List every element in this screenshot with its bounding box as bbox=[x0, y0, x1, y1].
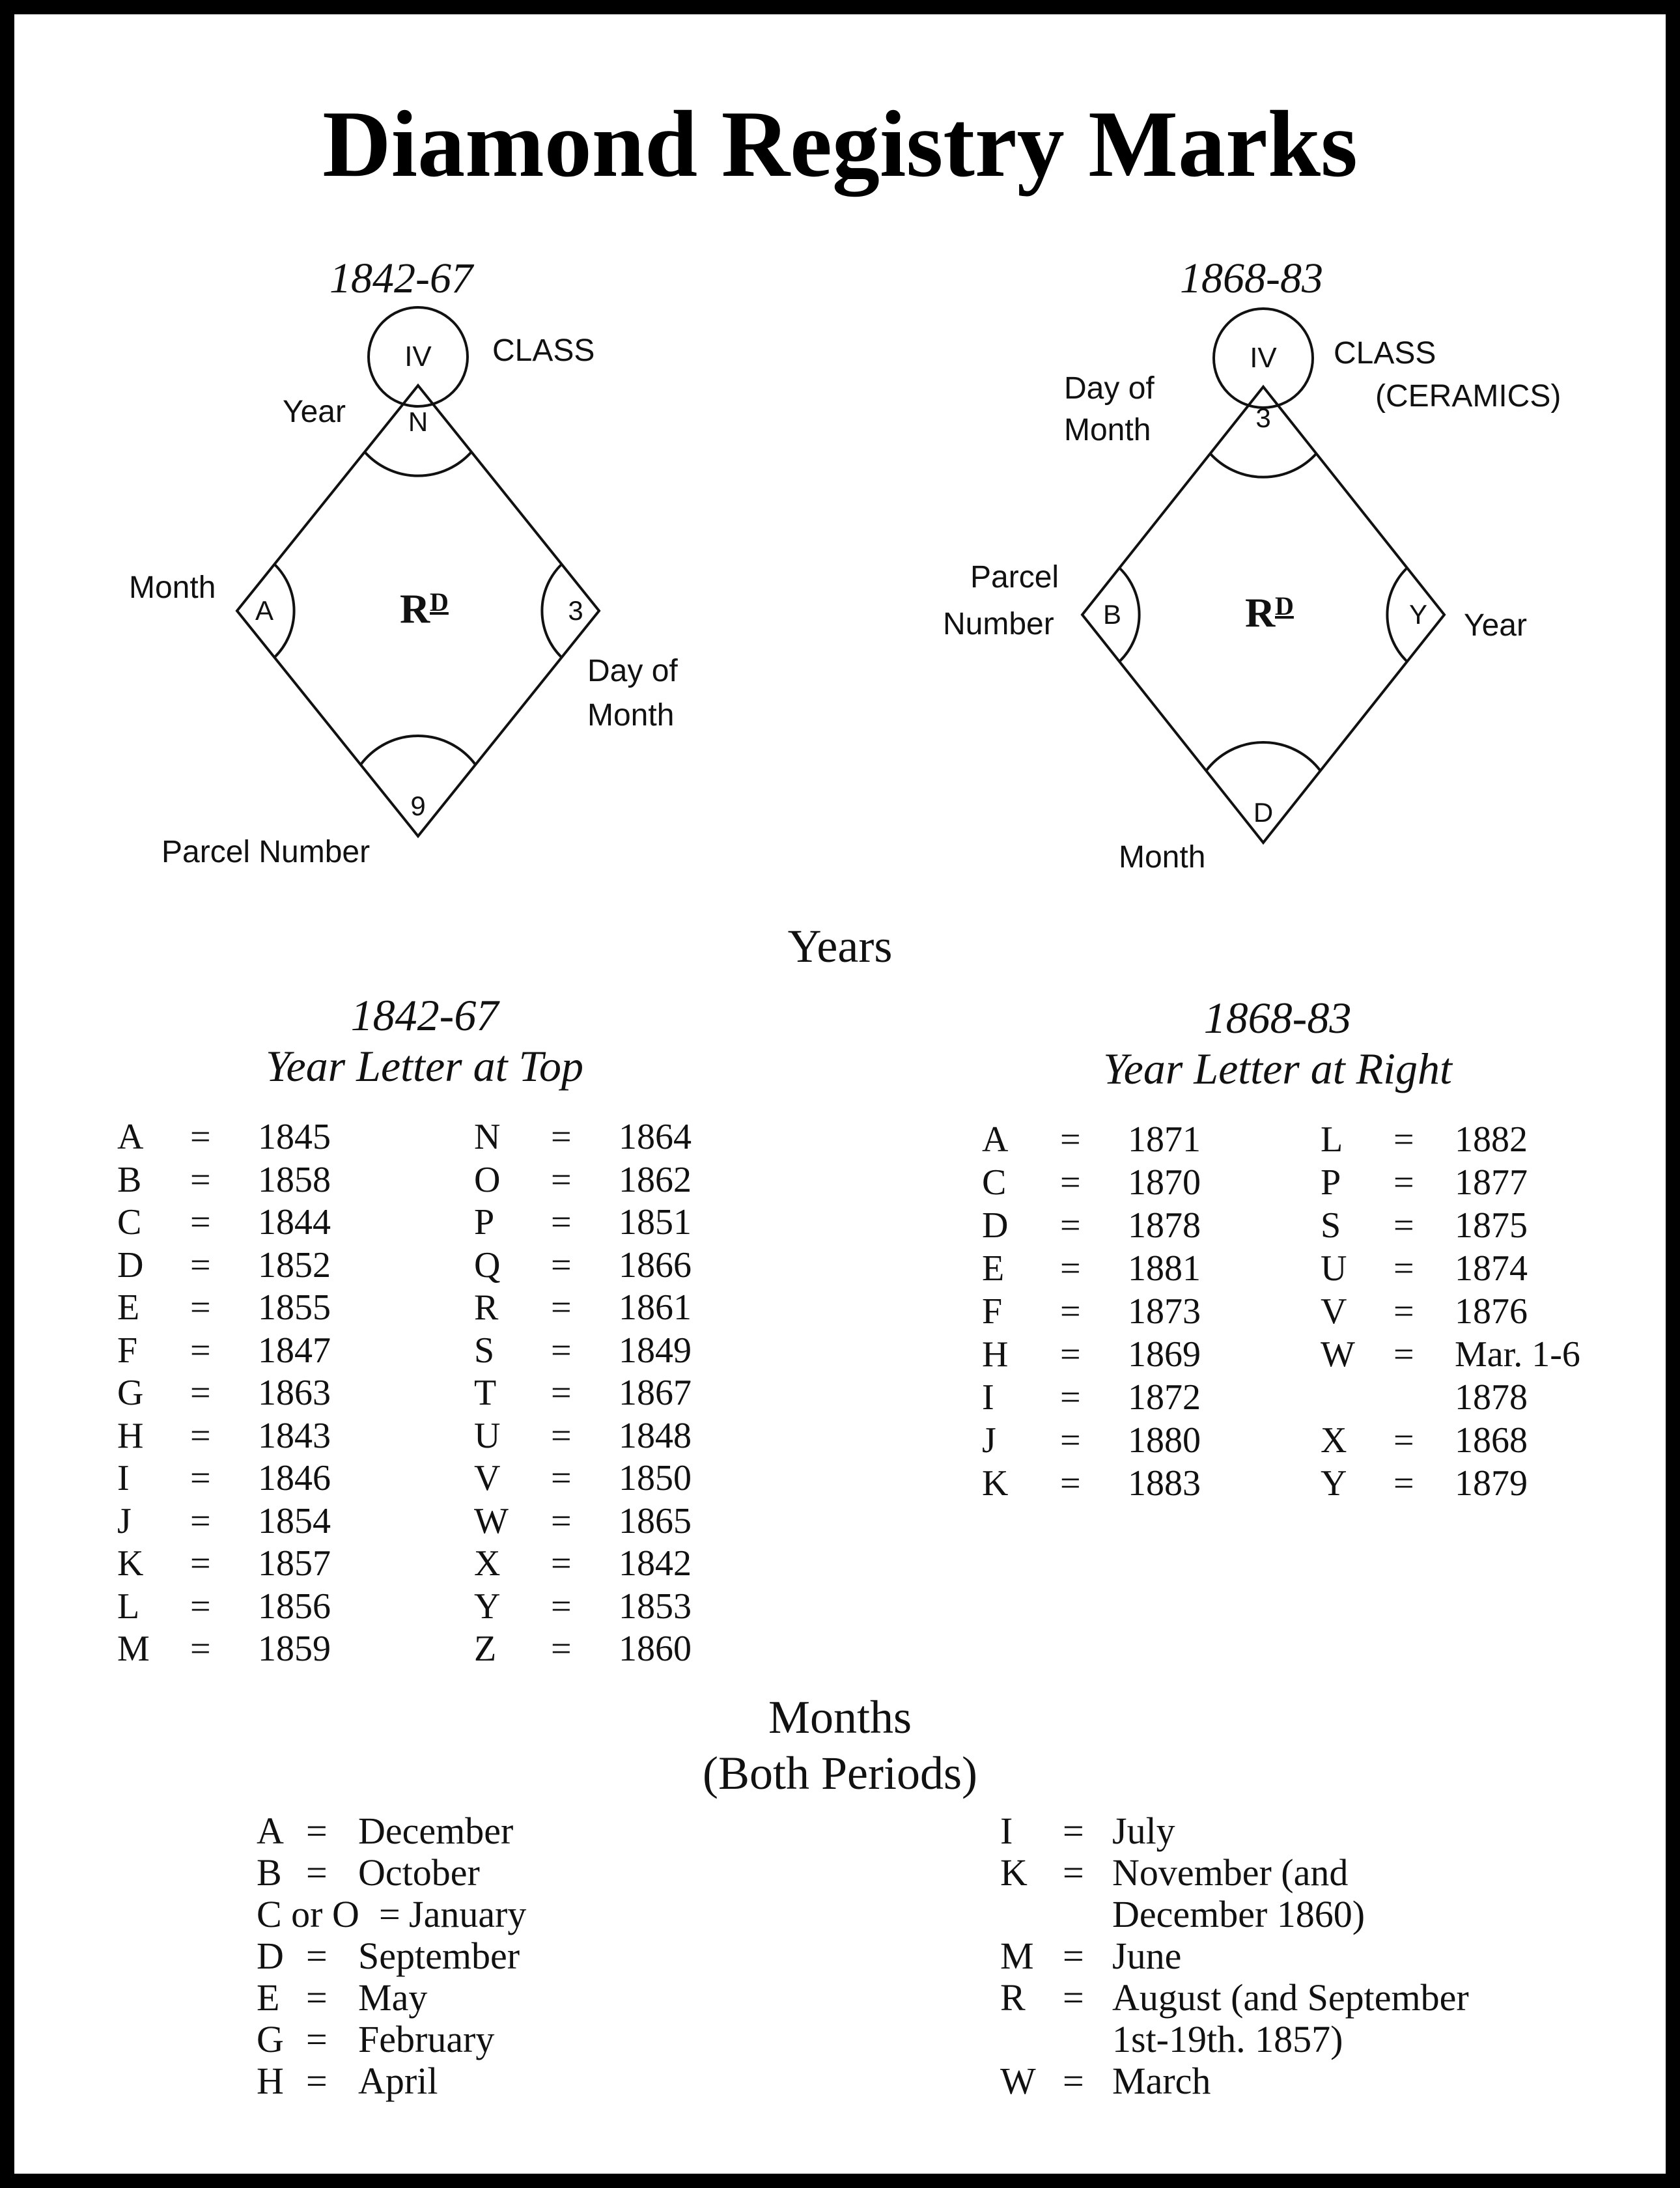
month-letter: C or O bbox=[257, 1893, 359, 1935]
month-letter: K bbox=[1000, 1851, 1028, 1894]
year-value: 1855 bbox=[258, 1287, 331, 1328]
equals-sign: = bbox=[551, 1458, 572, 1498]
equals-sign: = bbox=[1393, 1248, 1414, 1289]
years-left-period: 1842-67 bbox=[350, 990, 499, 1040]
equals-sign: = bbox=[1060, 1119, 1081, 1160]
year-row bbox=[1321, 1420, 1581, 1459]
month-row bbox=[1000, 1892, 1586, 1933]
year-value: 1871 bbox=[1128, 1119, 1201, 1160]
year-row bbox=[117, 1201, 378, 1241]
equals-sign: = bbox=[551, 1117, 572, 1157]
month-row bbox=[1000, 1809, 1586, 1852]
year-value: 1882 bbox=[1455, 1119, 1528, 1160]
equals-sign: = bbox=[551, 1543, 572, 1584]
year-row bbox=[1321, 1377, 1581, 1416]
year-row bbox=[982, 1377, 1242, 1416]
year-value: 1843 bbox=[258, 1415, 331, 1456]
right-letter-right: Y bbox=[1408, 599, 1428, 630]
equals-sign: = bbox=[306, 2018, 328, 2060]
class-sub-right: (CERAMICS) bbox=[1375, 379, 1561, 414]
year-letter: C bbox=[117, 1202, 142, 1242]
year-letter: P bbox=[474, 1202, 495, 1242]
equals-sign: = bbox=[1393, 1162, 1414, 1203]
equals-sign: = bbox=[190, 1586, 211, 1627]
year-row bbox=[982, 1162, 1242, 1201]
year-row bbox=[474, 1415, 735, 1454]
equals-sign: = bbox=[1393, 1334, 1414, 1375]
year-letter: L bbox=[1321, 1119, 1343, 1160]
year-value: 1874 bbox=[1455, 1248, 1528, 1289]
label-year-left: Year bbox=[283, 395, 346, 429]
year-letter: S bbox=[474, 1330, 495, 1371]
equals-sign: = bbox=[1393, 1420, 1414, 1461]
year-row bbox=[117, 1628, 378, 1667]
month-name: October bbox=[358, 1851, 480, 1894]
equals-sign: = bbox=[551, 1159, 572, 1200]
equals-sign: = bbox=[551, 1287, 572, 1328]
page-title: Diamond Registry Marks bbox=[322, 91, 1358, 197]
year-row bbox=[474, 1586, 735, 1625]
year-letter: W bbox=[1321, 1334, 1355, 1375]
diagram-left bbox=[112, 301, 763, 887]
equals-sign: = bbox=[190, 1287, 211, 1328]
month-letter: W bbox=[1000, 2060, 1036, 2102]
equals-sign: = bbox=[190, 1159, 211, 1200]
year-value: 1865 bbox=[619, 1500, 692, 1541]
year-row bbox=[117, 1500, 378, 1539]
right-letter-left: 3 bbox=[568, 595, 583, 626]
year-value: 1864 bbox=[619, 1117, 692, 1157]
year-value: 1858 bbox=[258, 1159, 331, 1200]
year-value: 1881 bbox=[1128, 1248, 1201, 1289]
equals-sign: = bbox=[1060, 1291, 1081, 1332]
year-letter: F bbox=[982, 1291, 1003, 1332]
month-row bbox=[257, 1892, 843, 1933]
equals-sign: = bbox=[551, 1586, 572, 1627]
year-row bbox=[982, 1248, 1242, 1287]
year-letter: C bbox=[982, 1162, 1007, 1203]
month-letter: H bbox=[257, 2060, 284, 2102]
year-value: 1860 bbox=[619, 1629, 692, 1669]
year-value: 1845 bbox=[258, 1117, 331, 1157]
month-row bbox=[1000, 2059, 1586, 2102]
equals-sign: = bbox=[190, 1202, 211, 1242]
equals-sign: = bbox=[190, 1244, 211, 1285]
year-letter: J bbox=[982, 1420, 996, 1461]
class-numeral-left: IV bbox=[404, 341, 432, 372]
year-letter: I bbox=[982, 1377, 994, 1418]
year-row bbox=[982, 1291, 1242, 1330]
year-row bbox=[117, 1116, 378, 1155]
year-letter: I bbox=[117, 1458, 130, 1498]
label-day-left-2: Month bbox=[587, 698, 675, 733]
equals-sign: = bbox=[1063, 1976, 1084, 2019]
year-value: Mar. 1-6 bbox=[1455, 1334, 1580, 1375]
equals-sign: = bbox=[190, 1629, 211, 1669]
year-row bbox=[982, 1463, 1242, 1502]
equals-sign: = bbox=[1060, 1377, 1081, 1418]
equals-sign: = bbox=[551, 1244, 572, 1285]
year-row bbox=[474, 1457, 735, 1496]
year-value: 1861 bbox=[619, 1287, 692, 1328]
year-value: 1869 bbox=[1128, 1334, 1201, 1375]
year-row bbox=[117, 1330, 378, 1369]
year-letter: L bbox=[117, 1586, 140, 1627]
months-subheading: (Both Periods) bbox=[703, 1747, 977, 1799]
year-value: 1876 bbox=[1455, 1291, 1528, 1332]
year-letter: E bbox=[117, 1287, 140, 1328]
month-name: January bbox=[409, 1893, 527, 1935]
year-letter: V bbox=[474, 1458, 501, 1498]
year-row bbox=[474, 1116, 735, 1155]
year-letter: U bbox=[474, 1415, 501, 1456]
equals-sign: = bbox=[551, 1500, 572, 1541]
year-value: 1866 bbox=[619, 1244, 692, 1285]
month-name: June bbox=[1112, 1935, 1182, 1977]
month-letter: B bbox=[257, 1851, 282, 1894]
year-value: 1878 bbox=[1455, 1377, 1528, 1418]
label-year-right: Year bbox=[1464, 608, 1527, 643]
year-row bbox=[1321, 1205, 1581, 1244]
label-parcel-left: Parcel Number bbox=[161, 835, 371, 869]
years-left-subtitle: Year Letter at Top bbox=[265, 1041, 584, 1091]
month-name: July bbox=[1112, 1810, 1175, 1852]
year-row bbox=[117, 1244, 378, 1283]
year-row bbox=[474, 1628, 735, 1667]
years-heading: Years bbox=[787, 920, 893, 972]
year-value: 1867 bbox=[619, 1373, 692, 1413]
year-letter: Z bbox=[474, 1629, 497, 1669]
year-row bbox=[1321, 1162, 1581, 1201]
year-letter: B bbox=[117, 1159, 142, 1200]
year-row bbox=[474, 1372, 735, 1411]
year-letter: G bbox=[117, 1373, 144, 1413]
bottom-letter-left: 9 bbox=[410, 791, 426, 821]
class-label-right: CLASS bbox=[1334, 336, 1436, 371]
month-name: 1st-19th. 1857) bbox=[1112, 2018, 1343, 2060]
year-value: 1883 bbox=[1128, 1463, 1201, 1504]
month-row bbox=[257, 2059, 843, 2102]
year-row bbox=[1321, 1291, 1581, 1330]
equals-sign: = bbox=[1060, 1162, 1081, 1203]
month-row bbox=[257, 1851, 843, 1894]
label-day-right-2: Month bbox=[1064, 413, 1151, 447]
equals-sign: = bbox=[190, 1330, 211, 1371]
year-row bbox=[117, 1457, 378, 1496]
label-month-left: Month bbox=[129, 570, 216, 605]
year-row bbox=[474, 1330, 735, 1369]
year-value: 1868 bbox=[1455, 1420, 1528, 1461]
year-letter: U bbox=[1321, 1248, 1347, 1289]
year-row bbox=[474, 1159, 735, 1198]
year-value: 1862 bbox=[619, 1159, 692, 1200]
rd-mark-right: R bbox=[1245, 589, 1276, 636]
equals-sign: = bbox=[551, 1330, 572, 1371]
year-letter: E bbox=[982, 1248, 1005, 1289]
year-value: 1846 bbox=[258, 1458, 331, 1498]
top-letter-right: 3 bbox=[1255, 402, 1271, 433]
years-right-subtitle: Year Letter at Right bbox=[1103, 1044, 1452, 1093]
bottom-letter-right: D bbox=[1253, 797, 1274, 828]
month-row bbox=[257, 2017, 843, 2058]
year-letter: W bbox=[474, 1500, 509, 1541]
equals-sign: = bbox=[190, 1415, 211, 1456]
year-row bbox=[982, 1205, 1242, 1244]
years-right-period: 1868-83 bbox=[1203, 993, 1352, 1043]
month-name: February bbox=[358, 2018, 495, 2060]
month-name: April bbox=[358, 2060, 438, 2102]
month-name: December bbox=[358, 1810, 514, 1852]
month-row bbox=[1000, 1976, 1586, 2019]
month-letter: M bbox=[1000, 1935, 1034, 1977]
top-letter-left: N bbox=[408, 406, 428, 437]
label-day-left-1: Day of bbox=[587, 654, 678, 688]
equals-sign: = bbox=[1060, 1205, 1081, 1246]
rd-mark-left: R bbox=[400, 585, 430, 632]
year-letter: H bbox=[117, 1415, 144, 1456]
equals-sign: = bbox=[1060, 1334, 1081, 1375]
rd-mark-sup-right: D bbox=[1275, 591, 1294, 621]
year-value: 1878 bbox=[1128, 1205, 1201, 1246]
year-letter: Y bbox=[474, 1586, 501, 1627]
year-row bbox=[474, 1244, 735, 1283]
year-row bbox=[1321, 1119, 1581, 1158]
year-letter: H bbox=[982, 1334, 1009, 1375]
year-value: 1854 bbox=[258, 1500, 331, 1541]
year-value: 1853 bbox=[619, 1586, 692, 1627]
month-row bbox=[1000, 2017, 1586, 2058]
month-letter: D bbox=[257, 1935, 284, 1977]
month-row bbox=[1000, 1934, 1586, 1977]
year-value: 1847 bbox=[258, 1330, 331, 1371]
year-letter: T bbox=[474, 1373, 497, 1413]
year-letter: M bbox=[117, 1629, 150, 1669]
month-letter: E bbox=[257, 1976, 280, 2019]
year-value: 1873 bbox=[1128, 1291, 1201, 1332]
equals-sign: = bbox=[306, 1810, 328, 1852]
month-name: May bbox=[358, 1976, 428, 2019]
month-row bbox=[257, 1934, 843, 1977]
year-value: 1856 bbox=[258, 1586, 331, 1627]
year-row bbox=[474, 1287, 735, 1326]
year-letter: K bbox=[117, 1543, 144, 1584]
diagram-left-period: 1842-67 bbox=[329, 255, 473, 302]
month-row bbox=[1000, 1851, 1586, 1894]
year-row bbox=[117, 1543, 378, 1582]
year-letter: K bbox=[982, 1463, 1009, 1504]
year-value: 1875 bbox=[1455, 1205, 1528, 1246]
year-value: 1877 bbox=[1455, 1162, 1528, 1203]
year-row bbox=[117, 1159, 378, 1198]
year-letter: A bbox=[117, 1117, 144, 1157]
year-row bbox=[474, 1201, 735, 1241]
label-day-right-1: Day of bbox=[1064, 371, 1155, 406]
rd-mark-sup-left: D bbox=[430, 587, 449, 617]
month-letter: I bbox=[1000, 1810, 1013, 1852]
year-letter: D bbox=[117, 1244, 144, 1285]
year-row bbox=[117, 1287, 378, 1326]
month-name: November (and bbox=[1112, 1851, 1349, 1894]
left-letter-right: B bbox=[1102, 599, 1122, 630]
month-name: August (and September bbox=[1112, 1976, 1469, 2019]
equals-sign: = bbox=[190, 1373, 211, 1413]
year-row bbox=[117, 1586, 378, 1625]
year-letter: A bbox=[982, 1119, 1009, 1160]
year-row bbox=[474, 1500, 735, 1539]
month-letter: A bbox=[257, 1810, 284, 1852]
equals-sign: = bbox=[1063, 1851, 1084, 1894]
class-numeral-right: IV bbox=[1250, 342, 1277, 374]
year-letter: F bbox=[117, 1330, 138, 1371]
diagram-right-period: 1868-83 bbox=[1180, 255, 1323, 302]
year-row bbox=[982, 1334, 1242, 1373]
year-row bbox=[982, 1420, 1242, 1459]
year-row bbox=[982, 1119, 1242, 1158]
equals-sign: = bbox=[306, 1976, 328, 2019]
year-value: 1859 bbox=[258, 1629, 331, 1669]
year-row bbox=[1321, 1463, 1581, 1502]
left-letter-left: A bbox=[255, 595, 274, 626]
year-row bbox=[117, 1372, 378, 1411]
equals-sign: = bbox=[190, 1500, 211, 1541]
year-value: 1842 bbox=[619, 1543, 692, 1584]
equals-sign: = bbox=[190, 1458, 211, 1498]
year-value: 1844 bbox=[258, 1202, 331, 1242]
equals-sign: = bbox=[1063, 1810, 1084, 1852]
year-letter: V bbox=[1321, 1291, 1347, 1332]
label-parcel-right-1: Parcel bbox=[970, 560, 1059, 595]
year-letter: X bbox=[474, 1543, 501, 1584]
year-value: 1850 bbox=[619, 1458, 692, 1498]
year-letter: D bbox=[982, 1205, 1009, 1246]
month-letter: G bbox=[257, 2018, 284, 2060]
year-letter: S bbox=[1321, 1205, 1341, 1246]
label-parcel-right-2: Number bbox=[943, 607, 1054, 641]
equals-sign: = bbox=[306, 2060, 328, 2102]
year-value: 1852 bbox=[258, 1244, 331, 1285]
equals-sign: = bbox=[1063, 1935, 1084, 1977]
year-value: 1848 bbox=[619, 1415, 692, 1456]
year-value: 1851 bbox=[619, 1202, 692, 1242]
equals-sign: = bbox=[190, 1543, 211, 1584]
diagram-right bbox=[893, 301, 1642, 887]
year-letter: X bbox=[1321, 1420, 1347, 1461]
equals-sign: = bbox=[1393, 1205, 1414, 1246]
equals-sign: = bbox=[1393, 1463, 1414, 1504]
year-letter: P bbox=[1321, 1162, 1341, 1203]
year-value: 1872 bbox=[1128, 1377, 1201, 1418]
equals-sign: = bbox=[379, 1893, 400, 1935]
equals-sign: = bbox=[551, 1373, 572, 1413]
equals-sign: = bbox=[1393, 1291, 1414, 1332]
year-letter: R bbox=[474, 1287, 499, 1328]
year-row bbox=[1321, 1248, 1581, 1287]
year-value: 1863 bbox=[258, 1373, 331, 1413]
year-row bbox=[474, 1543, 735, 1582]
year-value: 1857 bbox=[258, 1543, 331, 1584]
year-value: 1880 bbox=[1128, 1420, 1201, 1461]
equals-sign: = bbox=[551, 1629, 572, 1669]
year-value: 1870 bbox=[1128, 1162, 1201, 1203]
year-letter: O bbox=[474, 1159, 501, 1200]
month-row bbox=[257, 1976, 843, 2019]
year-letter: N bbox=[474, 1117, 501, 1157]
month-name: September bbox=[358, 1935, 520, 1977]
year-letter: Q bbox=[474, 1244, 501, 1285]
month-name: December 1860) bbox=[1112, 1893, 1365, 1935]
year-value: 1849 bbox=[619, 1330, 692, 1371]
year-letter: J bbox=[117, 1500, 132, 1541]
month-name: March bbox=[1112, 2060, 1211, 2102]
year-row bbox=[1321, 1334, 1581, 1373]
month-row bbox=[257, 1809, 843, 1852]
equals-sign: = bbox=[190, 1117, 211, 1157]
equals-sign: = bbox=[1060, 1248, 1081, 1289]
year-value: 1879 bbox=[1455, 1463, 1528, 1504]
month-letter: R bbox=[1000, 1976, 1026, 2019]
equals-sign: = bbox=[1393, 1119, 1414, 1160]
equals-sign: = bbox=[551, 1415, 572, 1456]
page-sheet bbox=[14, 14, 1666, 2174]
equals-sign: = bbox=[551, 1202, 572, 1242]
equals-sign: = bbox=[1063, 2060, 1084, 2102]
equals-sign: = bbox=[1060, 1463, 1081, 1504]
year-row bbox=[117, 1415, 378, 1454]
equals-sign: = bbox=[306, 1851, 328, 1894]
months-heading: Months bbox=[768, 1691, 912, 1743]
equals-sign: = bbox=[1060, 1420, 1081, 1461]
year-letter: Y bbox=[1321, 1463, 1347, 1504]
equals-sign: = bbox=[306, 1935, 328, 1977]
label-month-right: Month bbox=[1119, 840, 1206, 875]
class-label-left: CLASS bbox=[492, 333, 595, 368]
